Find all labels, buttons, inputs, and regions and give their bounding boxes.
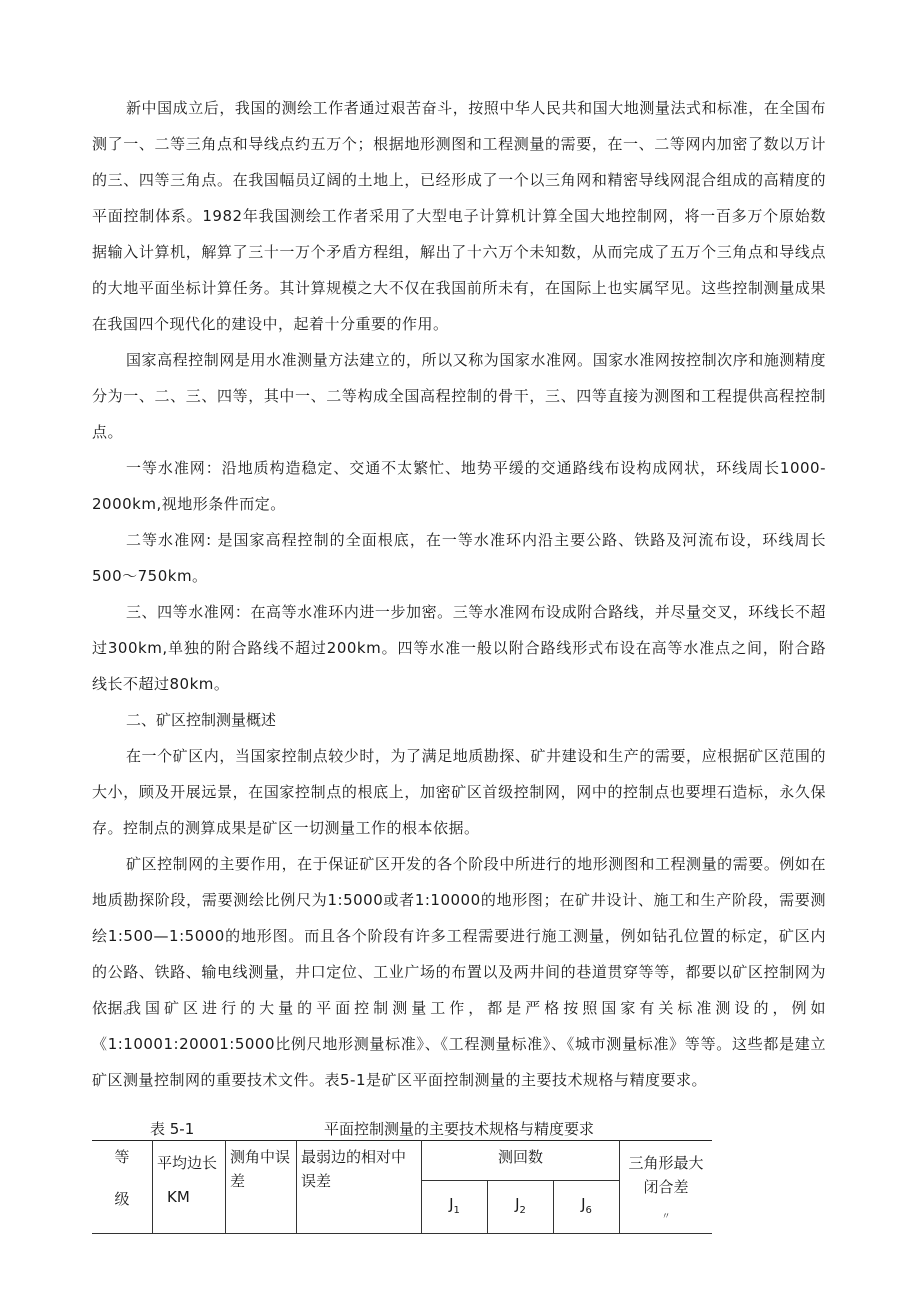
header-j1-letter: J [449, 1194, 454, 1213]
header-avg-side-top: 平均边长 [157, 1154, 218, 1172]
header-j1-sub: 1 [453, 1204, 460, 1216]
header-j2-letter: J [515, 1194, 520, 1213]
table-number: 表 5-1 [150, 1120, 195, 1138]
paragraph-first-order-leveling: 一等水准网：沿地质构造稳定、交通不太繁忙、地势平缓的交通路线布设构成网状，环线周长1000-2000km,视地形条件而定。 [92, 459, 826, 513]
header-grade-top: 等 [114, 1148, 130, 1166]
paragraph-national-triangulation: 新中国成立后，我国的测绘工作者通过艰苦奋斗，按照中华人民共和国大地测量法式和标准，在全国布测了一、二等三角点和导线点约五万个；根据地形测图和工程测量的需要，在一、二等网内加密了数以万计的三、四等三角点。在我国幅员辽阔的土地上，已经形成了一个以三角网和精密导线网混合组成的高精度的平面控制体系。1982年我国测绘工作者采用了大型电子计算机计算全国大地控制网，将一百多万个原始数据输入计算机，解算了三十一万个矛盾方程组，解出了十六万个未知数，从而完成了五万个三角点和导线点的大地平面坐标计算任务。其计算规模之大不仅在我国前所未有，在国际上也实属罕见。这些控制测量成果在我国四个现代化的建设中，起着十分重要的作用。 [92, 99, 826, 333]
paragraph-third-fourth-order-leveling: 三、四等水准网：在高等水准环内进一步加密。三等水准网布设成附合路线，并尽量交叉，环线长不超过300km,单独的附合路线不超过200km。四等水准一般以附合路线形式布设在高等水准点之间，附合路线长不超过80km。 [92, 603, 826, 693]
header-j1 [422, 1181, 488, 1234]
paragraph-second-order-leveling: 二等水准网: 是国家高程控制的全面根底，在一等水准环内沿主要公路、铁路及河流布设，环线周长500～750km。 [92, 531, 826, 585]
header-j6-sub: 6 [585, 1204, 592, 1216]
header-measurement-rounds: 测回数 [422, 1141, 620, 1181]
spec-table [92, 1140, 712, 1234]
section-heading-mine-control: 二、矿区控制测量概述 [126, 711, 277, 729]
spec-table-container [92, 1118, 712, 1234]
header-triangle-closure-label: 三角形最大闭合差 [628, 1154, 704, 1196]
paragraph-mine-control-network: 在一个矿区内，当国家控制点较少时，为了满足地质勘探、矿井建设和生产的需要，应根据矿区范围的大小，顾及开展远景，在国家控制点的根底上，加密矿区首级控制网，网中的控制点也要埋石造标，永久保存。控制点的测算成果是矿区一切测量工作的根本依据。 [92, 747, 826, 837]
header-weakest-side-error: 最弱边的相对中误差 [297, 1141, 422, 1234]
header-grade-bottom: 级 [114, 1190, 130, 1208]
header-j2-sub: 2 [519, 1204, 526, 1216]
header-average-side-length [153, 1141, 226, 1234]
paragraph-mine-control-standards: 我国矿区进行的大量的平面控制测量工作，都是严格按照国家有关标准测设的，例如《1:10001:20001:5000比例尺地形测量标准》、《工程测量标准》、《城市测量标准》等等。这些都是建立矿区测量控制网的重要技术文件。表5-1是矿区平面控制测量的主要技术规格与精度要求。 [92, 999, 826, 1089]
header-triangle-unit: 〃 [661, 1212, 671, 1222]
header-triangle-closure [620, 1141, 713, 1234]
header-angle-error: 测角中误差 [226, 1141, 297, 1234]
header-j2 [488, 1181, 554, 1234]
table-caption [92, 1118, 712, 1140]
paragraph-mine-control-purpose: 矿区控制网的主要作用，在于保证矿区开发的各个阶段中所进行的地形测图和工程测量的需要。例如在地质勘探阶段，需要测绘比例尺为1:5000或者1:10000的地形图；在矿井设计、施工和生产阶段，需要测绘1:500—1:5000的地形图。而且各个阶段有许多工程需要进行施工测量，例如钻孔位置的标定，矿区内的公路、铁路、输电线测量，井口定位、工业广场的布置以及两井间的巷道贯穿等等，都要以矿区控制网为依据。 [92, 855, 826, 1017]
header-j6 [554, 1181, 620, 1234]
paragraph-national-leveling: 国家高程控制网是用水准测量方法建立的，所以又称为国家水准网。国家水准网按控制次序和施测精度分为一、二、三、四等，其中一、二等构成全国高程控制的骨干，三、四等直接为测图和工程提供高程控制点。 [92, 351, 826, 441]
table-title: 平面控制测量的主要技术规格与精度要求 [324, 1120, 595, 1138]
header-grade [92, 1141, 153, 1234]
table-header-row [92, 1141, 712, 1181]
header-avg-side-unit: KM [167, 1188, 190, 1206]
header-j6-letter: J [581, 1194, 586, 1213]
